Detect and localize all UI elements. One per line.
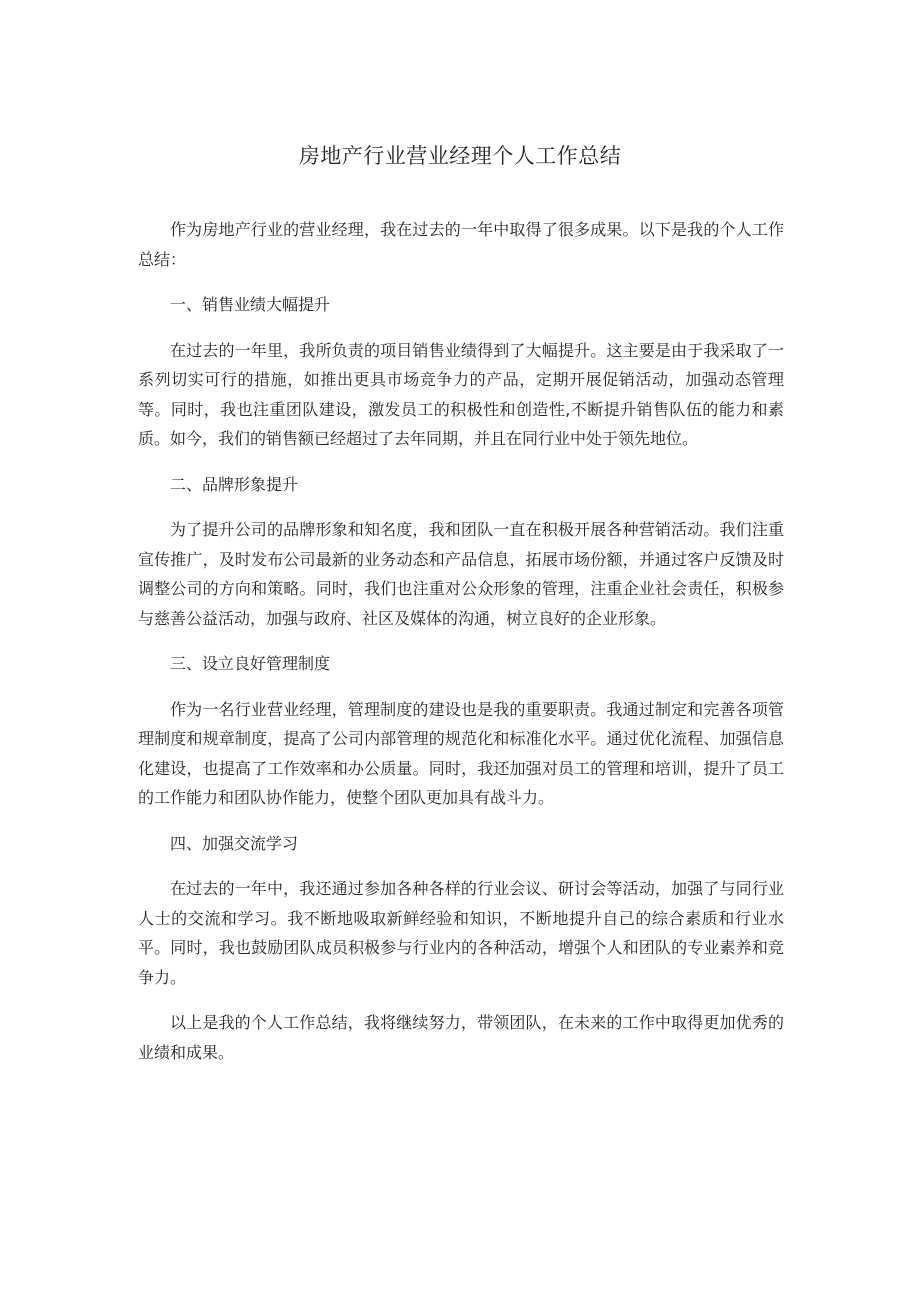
section-heading-brand: 二、品牌形象提升	[170, 474, 299, 494]
section-heading-management: 三、设立良好管理制度	[170, 654, 331, 673]
section-paragraph-learning: 在过去的一年中，我还通过参加各种各样的行业会议、研讨会等活动，加强了与同行业人士的交流和学习。我不断地吸取新鲜经验和知识，不断地提升自己的综合素质和行业水平。同时，我也鼓励团队成员积极参与行业内的各种活动，增强个人和团队的专业素养和竞争力。	[138, 879, 784, 987]
document-title: 房地产行业营业经理个人工作总结	[298, 144, 622, 168]
document-body	[138, 215, 784, 1083]
section-paragraph-sales: 在过去的一年里，我所负责的项目销售业绩得到了大幅提升。这主要是由于我采取了一系列切实可行的措施，如推出更具市场竞争力的产品，定期开展促销活动，加强动态管理等。同时，我也注重团队建设，激发员工的积极性和创造性,不断提升销售队伍的能力和素质。如今，我们的销售额已经超过了去年同期，并且在同行业中处于领先地位。	[138, 340, 784, 448]
section-paragraph-brand: 为了提升公司的品牌形象和知名度，我和团队一直在积极开展各种营销活动。我们注重宣传推广，及时发布公司最新的业务动态和产品信息，拓展市场份额，并通过客户反馈及时调整公司的方向和策略。同时，我们也注重对公众形象的管理，注重企业社会责任，积极参与慈善公益活动，加强与政府、社区及媒体的沟通，树立良好的企业形象。	[138, 520, 784, 628]
closing-paragraph: 以上是我的个人工作总结，我将继续努力，带领团队，在未来的工作中取得更加优秀的业绩和成果。	[138, 1013, 784, 1062]
section-paragraph-management: 作为一名行业营业经理，管理制度的建设也是我的重要职责。我通过制定和完善各项管理制度和规章制度，提高了公司内部管理的规范化和标准化水平。通过优化流程、加强信息化建设，也提高了工作效率和办公质量。同时，我还加强对员工的管理和培训，提升了员工的工作能力和团队协作能力，使整个团队更加具有战斗力。	[138, 699, 784, 807]
section-heading-learning: 四、加强交流学习	[170, 833, 299, 853]
section-heading-sales: 一、销售业绩大幅提升	[170, 295, 331, 314]
intro-paragraph: 作为房地产行业的营业经理，我在过去的一年中取得了很多成果。以下是我的个人工作总结：	[138, 220, 784, 269]
